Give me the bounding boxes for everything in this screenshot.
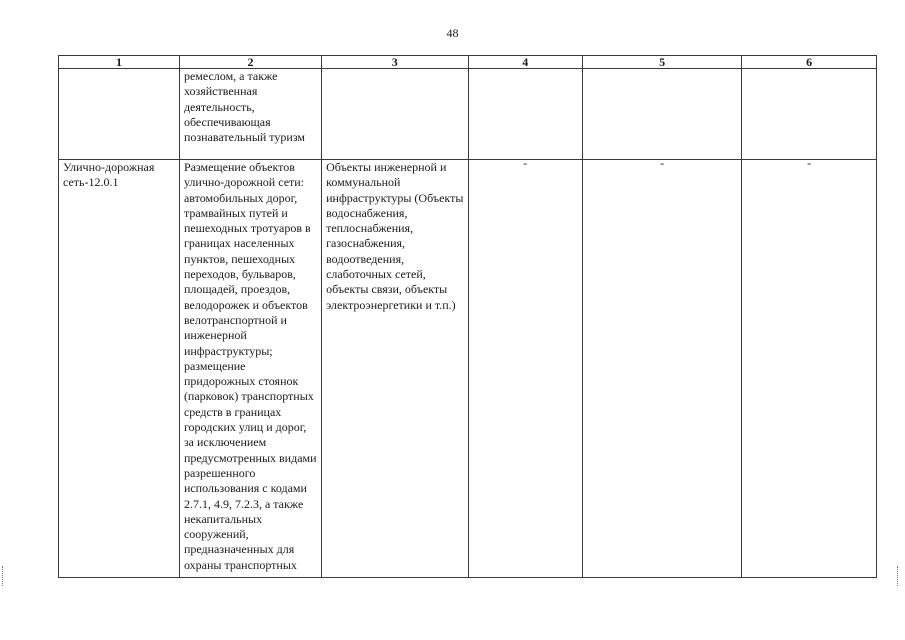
cell-col-4 [468,69,583,160]
column-header-4: 4 [468,56,583,69]
column-header-3: 3 [322,56,468,69]
column-header-6: 6 [742,56,877,69]
scan-edge-mark-right [897,566,900,586]
cell-col-5 [583,69,742,160]
page-number: 48 [446,26,459,40]
dash-mark: - [523,156,528,170]
cell-col-6 [742,156,877,578]
table-header-row [59,56,877,69]
regulation-table [58,55,877,578]
scan-edge-mark-left [2,566,5,586]
dash-mark: - [660,156,665,170]
cell-auxiliary-use [322,69,468,160]
dash-mark: - [807,156,812,170]
table-row [59,69,877,160]
cell-description: Размещение объектов улично-дорожной сети: автомобильных дорог, трамвайных путей и пешеходных тротуаров в границах населенных пунктов, пешеходных переходов, бульваров, площадей, проездов, велодорожек и объектов велотранспортной и инженерной инфраструктуры; размещение придорожных стоянок (парковок) транспортных средств в границах городских улиц и дорог, за исключением предусмотренных видами разрешенного использования с кодами 2.7.1, 4.9, 7.2.3, а также некапитальных сооружений, предназначенных для охраны транспортных [179,160,321,578]
column-header-5: 5 [583,56,742,69]
cell-col-6 [742,69,877,160]
column-header-2: 2 [179,56,321,69]
column-header-1: 1 [59,56,180,69]
cell-land-use-type [59,69,180,160]
cell-col-5 [583,156,742,578]
cell-land-use-type: Улично-дорожная сеть-12.0.1 [59,160,180,578]
table-row [59,160,877,578]
cell-auxiliary-use: Объекты инженерной и коммунальной инфраструктуры (Объекты водоснабжения, теплоснабжения, газоснабжения, водоотведения, слаботочных сетей, объекты связи, объекты электроэнергетики и т.п.) [322,160,468,578]
cell-col-4 [468,156,583,578]
cell-description: ремеслом, а также хозяйственная деятельность, обеспечивающая познавательный туризм [179,69,321,160]
